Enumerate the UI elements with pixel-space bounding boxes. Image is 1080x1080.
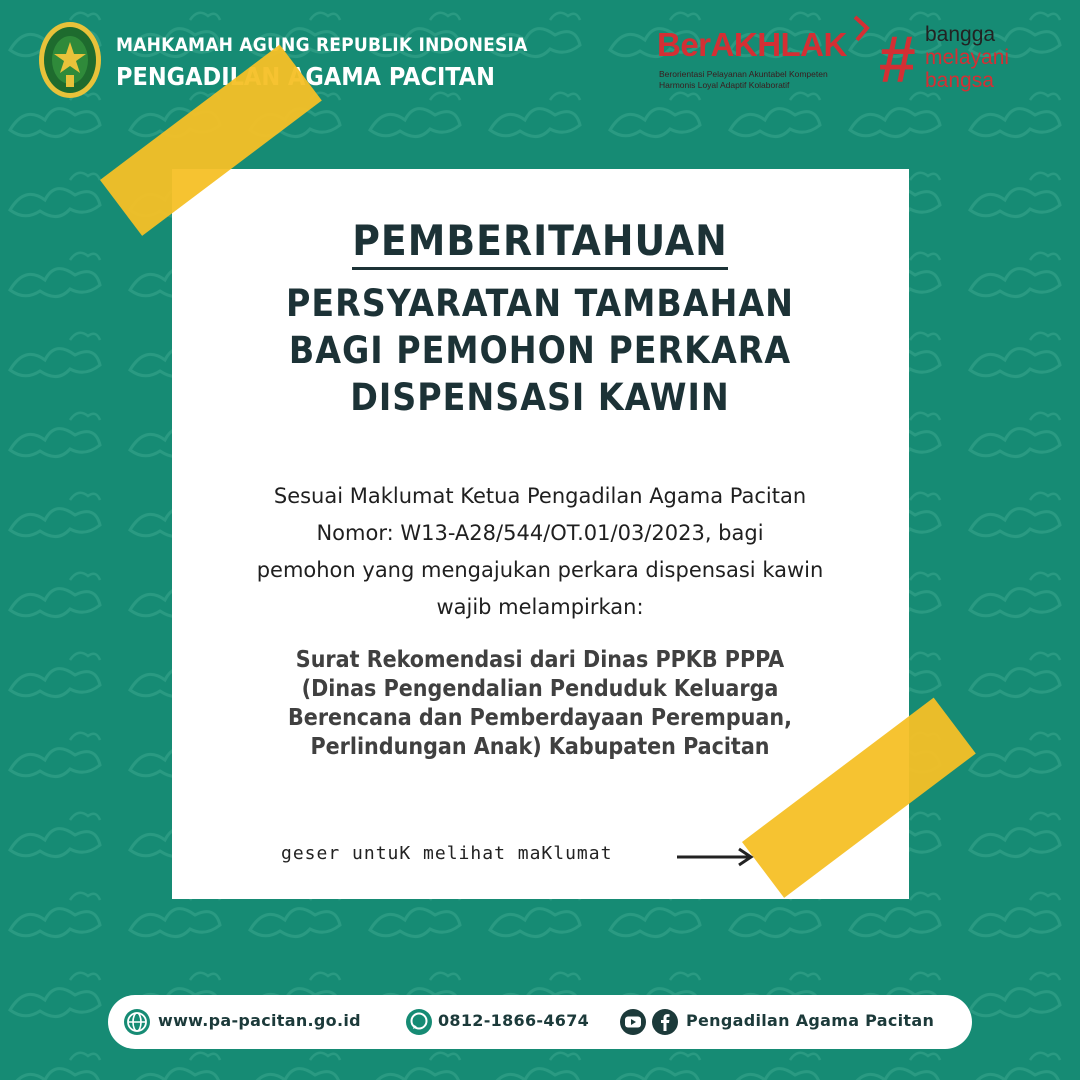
swipe-hint[interactable]: geser untuK melihat maKlumat xyxy=(281,843,613,864)
social-account[interactable]: Pengadilan Agama Pacitan xyxy=(686,1011,935,1030)
berakhlak-values-line1: Berorientasi Pelayanan Akuntabel Kompeten xyxy=(659,69,828,79)
notice-title xyxy=(0,216,1080,265)
requirement-line: Berencana dan Pemberdayaan Perempuan, xyxy=(288,705,792,731)
berakhlak-title: BerAKHLAK xyxy=(657,26,847,63)
chevron-accent-icon xyxy=(851,14,873,44)
bangga-word: bangga xyxy=(925,23,996,46)
body-line: wajib melampirkan: xyxy=(436,595,644,619)
requirement-line: (Dinas Pengendalian Penduduk Keluarga xyxy=(301,676,779,702)
youtube-icon xyxy=(618,1007,648,1037)
notice-title-text: PEMBERITAHUAN xyxy=(352,216,728,270)
whatsapp-icon xyxy=(404,1007,434,1037)
bangsa-word: bangsa xyxy=(925,69,994,92)
melayani-word: melayani xyxy=(925,46,1010,69)
requirement-line: Surat Rekomendasi dari Dinas PPKB PPPA xyxy=(295,647,785,673)
requirement-text xyxy=(200,646,880,762)
mahkamah-agung-seal-icon xyxy=(37,20,103,100)
subtitle-line: BAGI PEMOHON PERKARA xyxy=(288,329,792,372)
notice-subtitle xyxy=(200,280,880,421)
berakhlak-values-line2: Harmonis Loyal Adaptif Kolaboratif xyxy=(659,80,790,90)
facebook-icon xyxy=(650,1007,680,1037)
bangga-melayani-bangsa-logo xyxy=(878,22,1038,94)
website-link[interactable]: www.pa-pacitan.go.id xyxy=(158,1011,361,1030)
body-line: pemohon yang mengajukan perkara dispensasi kawin xyxy=(256,558,824,582)
subtitle-line: PERSYARATAN TAMBAHAN xyxy=(286,282,794,325)
org-name-line1: MAHKAMAH AGUNG REPUBLIK INDONESIA xyxy=(116,34,528,56)
berakhlak-logo xyxy=(655,20,870,92)
hashtag-icon: # xyxy=(878,22,915,96)
body-line: Sesuai Maklumat Ketua Pengadilan Agama Pacitan xyxy=(273,484,807,508)
contact-footer xyxy=(108,995,972,1049)
whatsapp-number[interactable]: 0812-1866-4674 xyxy=(438,1011,590,1030)
subtitle-line: DISPENSASI KAWIN xyxy=(350,376,730,419)
globe-icon xyxy=(122,1007,152,1037)
arrow-right-icon[interactable] xyxy=(675,846,755,868)
notice-body xyxy=(200,478,880,626)
requirement-line: Perlindungan Anak) Kabupaten Pacitan xyxy=(310,734,770,760)
org-name-line2: PENGADILAN AGAMA PACITAN xyxy=(116,62,495,91)
body-line: Nomor: W13-A28/544/OT.01/03/2023, bagi xyxy=(316,521,764,545)
